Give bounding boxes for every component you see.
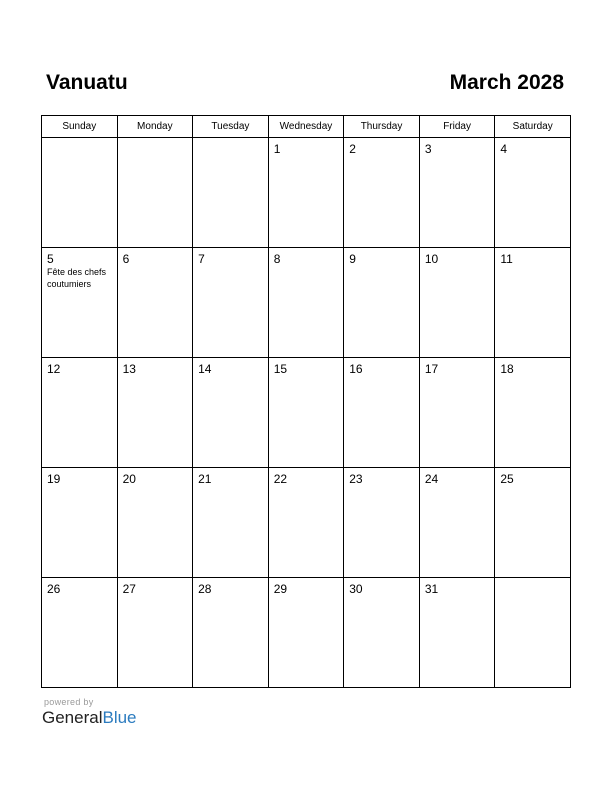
empty-day-cell (193, 138, 269, 248)
day-number: 14 (198, 362, 212, 376)
day-cell[interactable] (344, 468, 420, 578)
week-row (42, 358, 571, 468)
day-number: 2 (349, 142, 356, 156)
day-number: 30 (349, 582, 363, 596)
day-cell[interactable] (419, 358, 495, 468)
day-number: 21 (198, 472, 212, 486)
week-row (42, 138, 571, 248)
day-cell[interactable] (117, 578, 193, 688)
day-cell[interactable] (419, 578, 495, 688)
day-number: 11 (500, 252, 513, 266)
weekday-header: Sunday (42, 116, 118, 138)
day-cell[interactable] (419, 248, 495, 358)
day-cell[interactable] (193, 248, 269, 358)
day-cell[interactable] (495, 248, 571, 358)
powered-by-label: powered by (44, 697, 94, 707)
day-number: 16 (349, 362, 363, 376)
day-cell[interactable] (193, 468, 269, 578)
day-number: 13 (122, 362, 136, 376)
country-title: Vanuatu (46, 71, 128, 94)
weekday-header: Tuesday (193, 116, 269, 138)
day-number: 7 (198, 252, 205, 266)
day-number: 1 (273, 142, 281, 156)
brand-general-text: General (42, 708, 103, 727)
day-number: 19 (47, 472, 61, 486)
day-number: 28 (198, 582, 212, 596)
day-cell[interactable] (344, 138, 420, 248)
day-cell[interactable] (344, 578, 420, 688)
day-cell[interactable] (495, 358, 571, 468)
day-number: 29 (273, 582, 288, 596)
day-number: 12 (47, 362, 61, 376)
day-cell[interactable] (495, 138, 571, 248)
day-cell[interactable] (42, 248, 118, 358)
empty-day-cell (117, 138, 193, 248)
day-number: 27 (122, 582, 136, 596)
empty-day-cell (495, 578, 571, 688)
day-number: 4 (500, 142, 508, 156)
day-number: 23 (349, 472, 363, 486)
day-cell[interactable] (344, 358, 420, 468)
day-number: 22 (273, 472, 288, 486)
day-cell[interactable] (268, 468, 344, 578)
weekday-header: Thursday (344, 116, 420, 138)
day-number: 9 (349, 252, 356, 266)
empty-day-cell (42, 138, 118, 248)
generalblue-logo[interactable] (42, 708, 137, 728)
day-cell[interactable] (117, 358, 193, 468)
day-cell[interactable] (419, 138, 495, 248)
day-cell[interactable] (344, 248, 420, 358)
day-cell[interactable] (117, 248, 193, 358)
day-cell[interactable] (268, 358, 344, 468)
day-cell[interactable] (193, 578, 269, 688)
day-number: 20 (122, 472, 136, 486)
day-number: 17 (424, 362, 439, 376)
day-number: 6 (122, 252, 130, 266)
day-cell[interactable] (268, 138, 344, 248)
day-cell[interactable] (419, 468, 495, 578)
day-number: 24 (424, 472, 439, 486)
calendar-grid (41, 115, 571, 688)
day-cell[interactable] (42, 358, 118, 468)
day-number: 3 (424, 142, 432, 156)
day-cell[interactable] (42, 578, 118, 688)
day-cell[interactable] (117, 468, 193, 578)
holiday-event: Fête des chefs coutumiers (47, 267, 107, 289)
week-row (42, 578, 571, 688)
weekday-header: Saturday (495, 116, 571, 138)
day-cell[interactable] (495, 468, 571, 578)
day-cell[interactable] (193, 358, 269, 468)
day-number: 31 (424, 582, 439, 596)
weekday-header: Friday (419, 116, 495, 138)
day-cell[interactable] (42, 468, 118, 578)
weekday-header-row (42, 116, 571, 138)
weekday-header: Monday (117, 116, 193, 138)
weekday-header: Wednesday (268, 116, 344, 138)
day-number: 26 (47, 582, 61, 596)
day-number: 8 (273, 252, 281, 266)
brand-blue-text: Blue (102, 708, 137, 727)
day-number: 5 (47, 252, 54, 266)
day-cell[interactable] (268, 578, 344, 688)
day-number: 18 (500, 362, 514, 376)
day-number: 25 (500, 472, 514, 486)
month-year-title: March 2028 (449, 71, 564, 94)
week-row (42, 248, 571, 358)
day-number: 10 (424, 252, 439, 266)
week-row (42, 468, 571, 578)
day-cell[interactable] (268, 248, 344, 358)
day-number: 15 (273, 362, 288, 376)
